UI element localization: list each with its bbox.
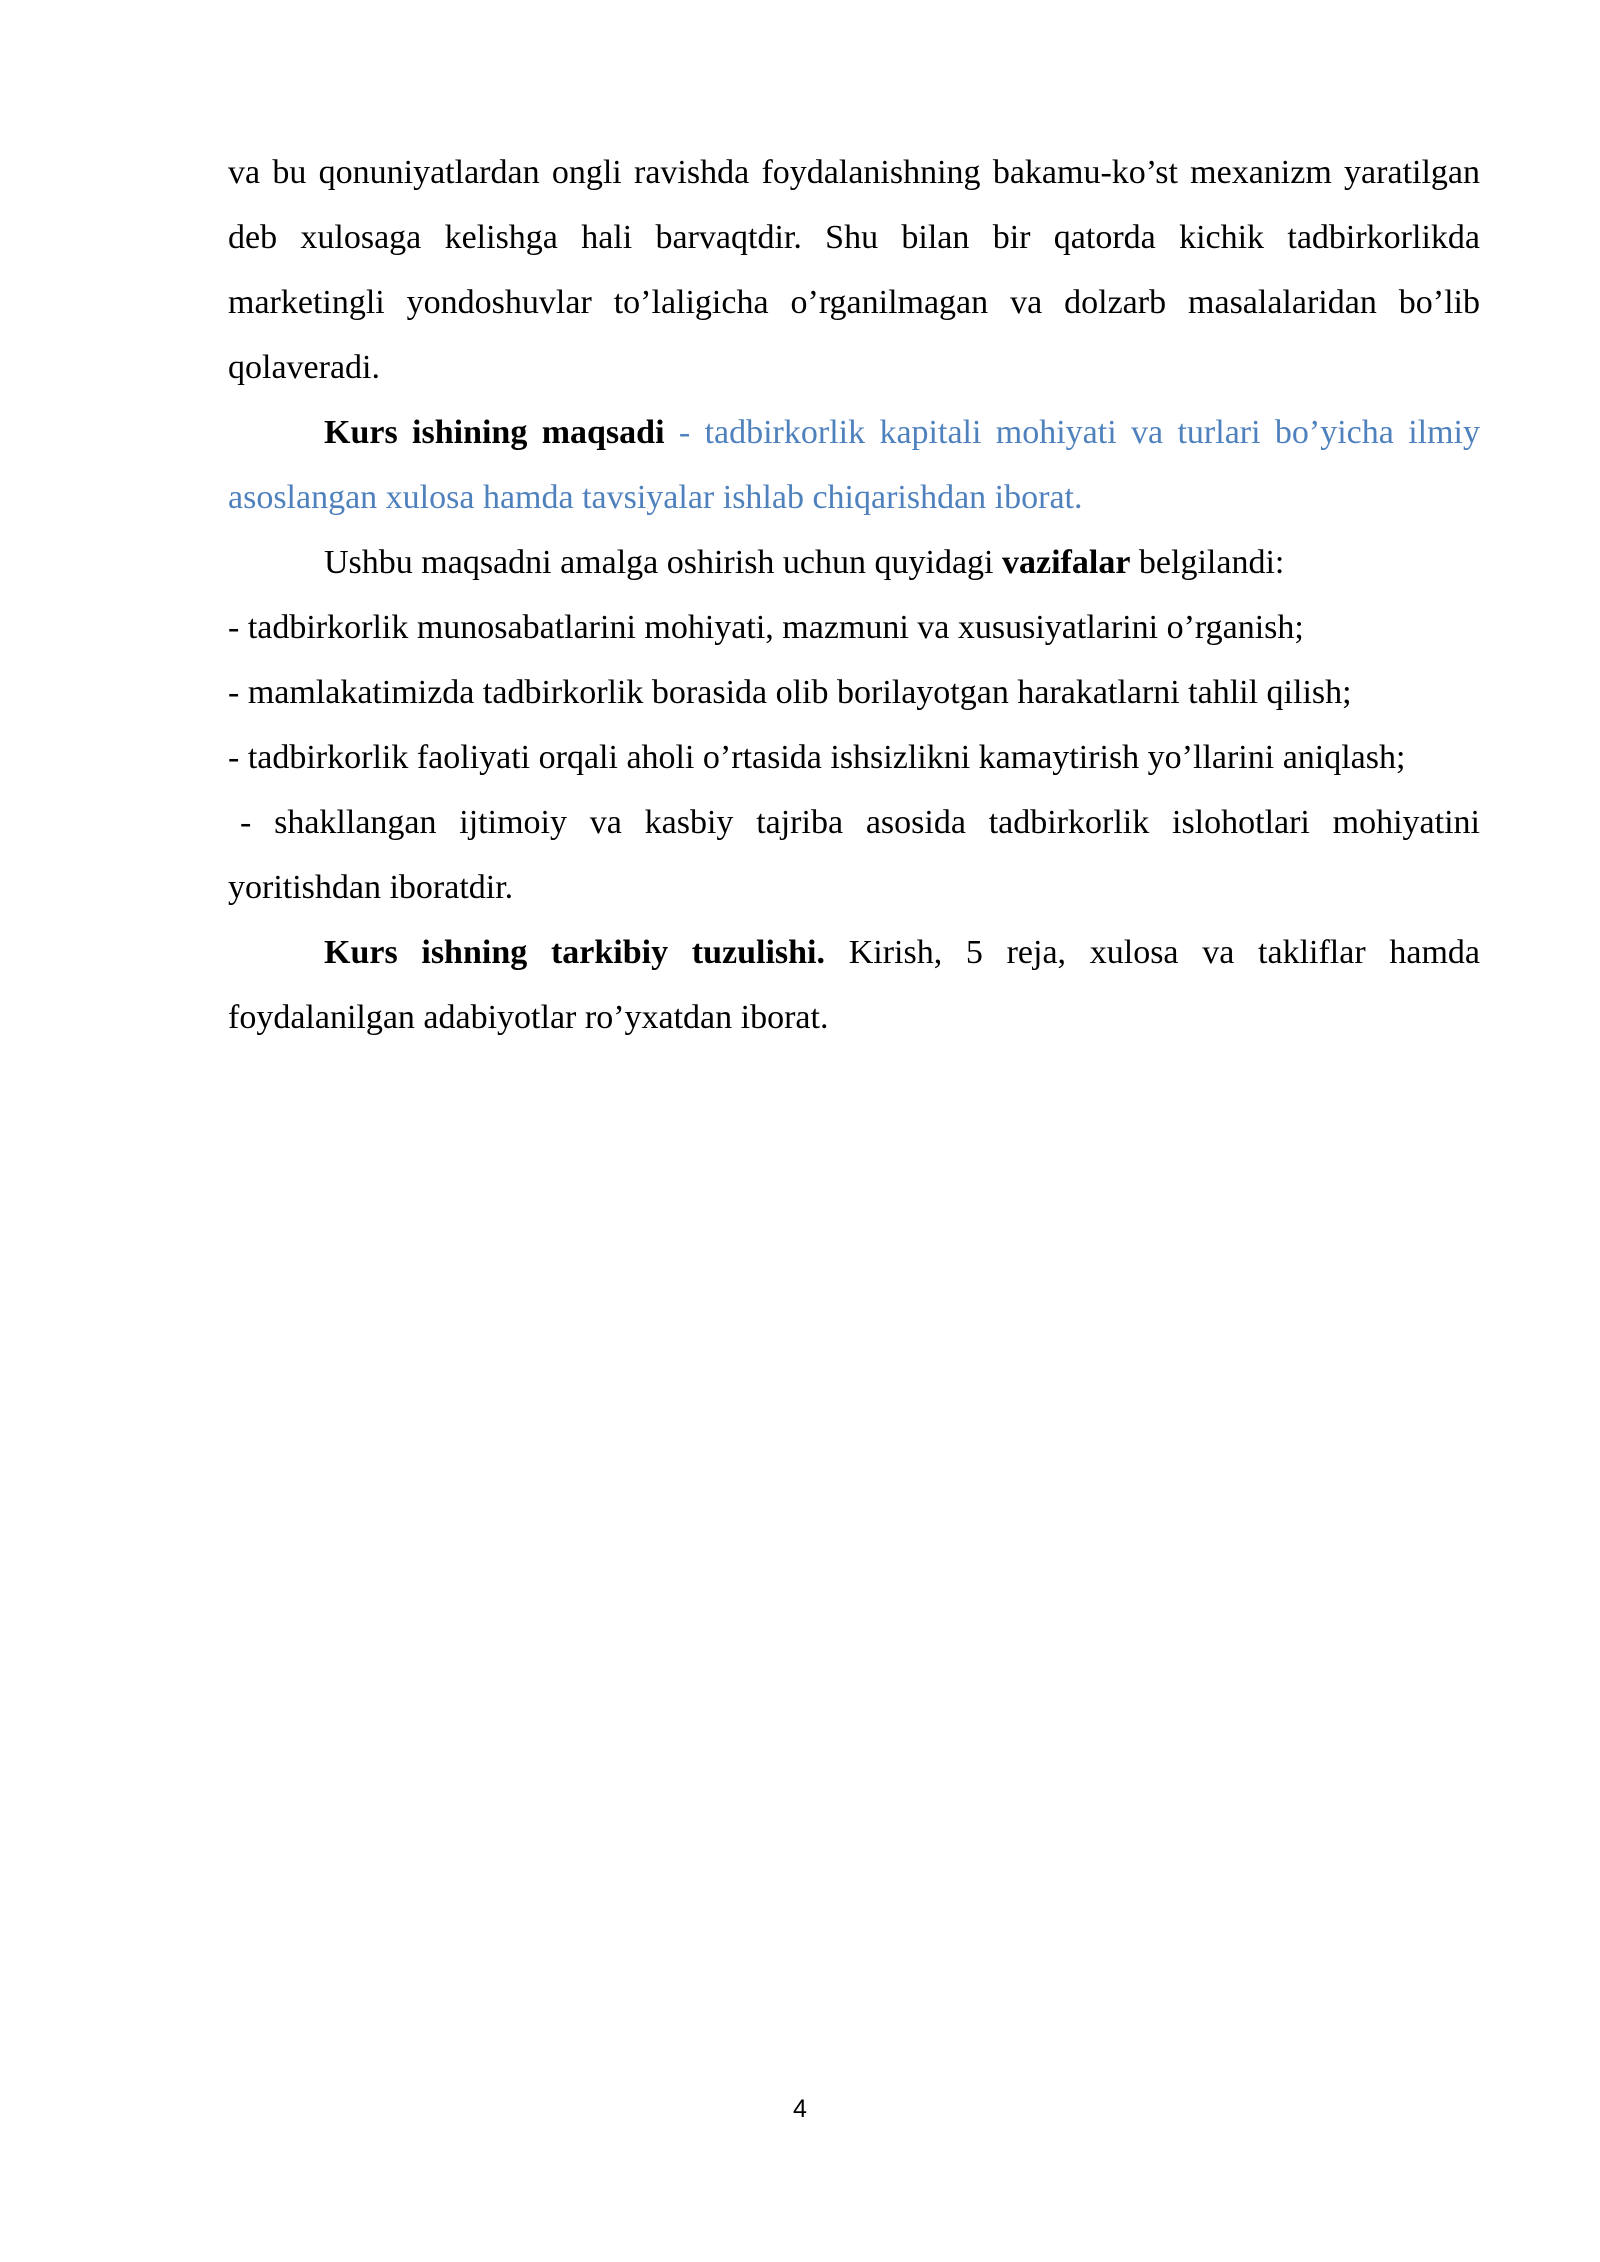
tasks-intro-after: belgilandi: — [1130, 544, 1285, 581]
structure-paragraph — [228, 920, 1480, 1050]
page-number: 4 — [793, 2095, 807, 2123]
task-item-3: - tadbirkorlik faoliyati orqali aholi o’rtasida ishsizlikni kamaytirish yo’llarini aniqlash; — [228, 739, 1406, 776]
tasks-intro-bold: vazifalar — [1002, 544, 1131, 581]
task-item-1: - tadbirkorlik munosabatlarini mohiyati, mazmuni va xususiyatlarini o’rganish; — [228, 609, 1304, 646]
goal-paragraph — [228, 400, 1480, 530]
goal-text: - tadbirkorlik kapitali mohiyati va turlari bo’yicha ilmiy asoslangan xulosa hamda tavsiyalar ishlab chiqarishdan iborat. — [228, 414, 1481, 516]
tasks-intro-paragraph — [228, 530, 1480, 595]
intro-paragraph: va bu qonuniyatlardan ongli ravishda foydalanishning bakamu-ko’st mexanizm yaratilgan deb xulosaga kelishga hali barvaqtdir. Shu bilan bir qatorda kichik tadbirkorlikda marketingli yondoshuvlar to’laligicha o’rganilmagan va dolzarb masalalaridan bo’lib qolaveradi. — [228, 154, 1480, 386]
document-body — [228, 140, 1480, 1050]
task-item-4: - shakllangan ijtimoiy va kasbiy tajriba asosida tadbirkorlik islohotlari mohiyatini yoritishdan iboratdir. — [228, 804, 1480, 906]
goal-label: Kurs ishining maqsadi — [324, 414, 665, 451]
structure-text: Kirish, 5 reja, xulosa va takliflar hamda foydalanilgan adabiyotlar ro’yxatdan iborat. — [228, 934, 1480, 1036]
tasks-intro-before: Ushbu maqsadni amalga oshirish uchun quyidagi — [324, 544, 1003, 581]
task-item-2: - mamlakatimizda tadbirkorlik borasida olib borilayotgan harakatlarni tahlil qilish; — [228, 674, 1352, 711]
structure-label: Kurs ishning tarkibiy tuzulishi. — [324, 934, 825, 971]
